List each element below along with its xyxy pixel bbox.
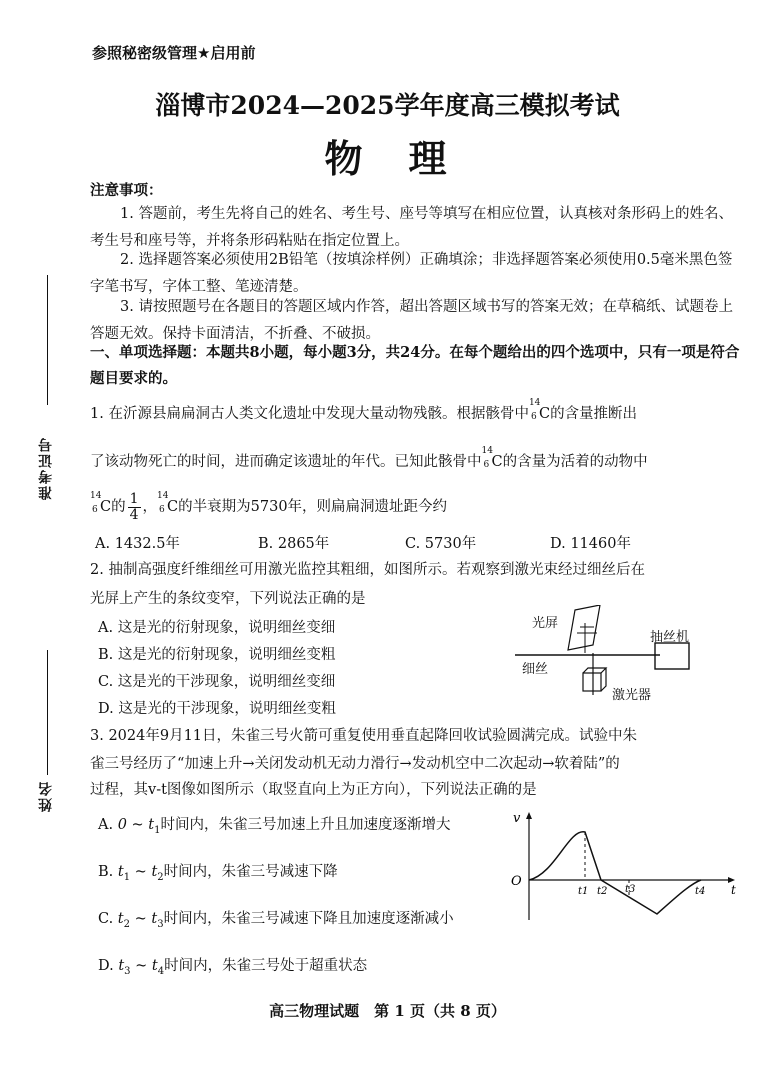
q1-option-d: D. 11460年 — [550, 536, 631, 552]
origin-label: O — [511, 874, 522, 889]
q3-stem-line1: 3. 2024年9月11日，朱雀三号火箭可重复使用垂直起降回收试验圆满完成。试验中朱 — [90, 728, 638, 744]
exam-no-label: 准考证号 — [38, 436, 54, 500]
q2-option-c: C. 这是光的干涉现象，说明细丝变细 — [98, 674, 336, 690]
q3-option-b: B. $t_1$ ~ $t_2$时间内，朱雀三号减速下降 — [98, 864, 338, 883]
t1-label: t1 — [578, 886, 589, 897]
name-label: 姓名 — [38, 780, 54, 812]
notes-heading: 注意事项： — [90, 182, 163, 199]
label-wire: 细丝 — [522, 662, 549, 677]
q3-option-a: A. 0 ~ $t_1$时间内，朱雀三号加速上升且加速度逐渐增大 — [98, 817, 451, 836]
v-label: v — [513, 811, 521, 826]
page-footer: 高三物理试题 第 1 页（共 8 页） — [269, 1002, 506, 1020]
q1-option-a: A. 1432.5年 — [95, 536, 180, 552]
label-screen: 光屏 — [532, 616, 559, 631]
note-item-3: 3. 请按照题号在各题目的答题区域内作答，超出答题区域书写的答案无效；在草稿纸、试题卷上答题无效。保持卡面清洁，不折叠、不破损。 — [90, 299, 733, 342]
q1-line1: 1. 在沂源县扁扁洞古人类文化遗址中发现大量动物残骸。根据骸骨中 14 6 C的含量推断出 — [90, 398, 638, 422]
carbon14-isotope: 14 6 — [528, 398, 541, 422]
q1-line2: 了该动物死亡的时间，进而确定该遗址的年代。已知此骸骨中 14 6 C的含量为活着的动物中 — [90, 446, 648, 470]
vt-curve — [529, 832, 701, 914]
q3-option-d: D. $t_3$ ~ $t_4$时间内，朱雀三号处于超重状态 — [98, 958, 368, 977]
laser-box — [583, 673, 601, 691]
t3-label: t3 — [625, 884, 636, 895]
note-item-1: 1. 答题前，考生先将自己的姓名、考生号、座号等填写在相应位置，认真核对条形码上的姓名、考生号和座号等，并将条形码粘贴在指定位置上。 — [90, 206, 733, 249]
q2-option-a: A. 这是光的衍射现象，说明细丝变细 — [98, 620, 336, 636]
drawing-machine-box — [655, 643, 689, 669]
q1-option-c: C. 5730年 — [405, 536, 477, 552]
carbon14-isotope: 14 6 — [157, 491, 169, 516]
q1-option-b: B. 2865年 — [258, 536, 330, 552]
q2-stem-line1: 2. 抽制高强度纤维细丝可用激光监控其粗细，如图所示。若观察到激光束经过细丝后在 — [90, 562, 645, 578]
secret-level: 参照秘密级管理★启用前 — [92, 44, 256, 62]
exam-no-line — [47, 275, 48, 405]
subject-title: 物 理 — [324, 136, 451, 181]
q3-option-c: C. $t_2$ ~ $t_3$时间内，朱雀三号减速下降且加速度逐渐减小 — [98, 911, 454, 930]
laser-box-top — [583, 668, 606, 673]
note-item-2: 2. 选择题答案必须使用2B铅笔（按填涂样例）正确填涂；非选择题答案必须使用0.5毫米黑色签字笔书写，字体工整、笔迹清楚。 — [90, 252, 733, 295]
section-heading: 一、单项选择题：本题共8小题，每小题3分，共24分。在每个题给出的四个选项中，只有一项是符合题目要求的。 — [90, 344, 740, 387]
carbon14-isotope: 14 6 — [481, 446, 493, 470]
one-quarter-fraction: $\frac{1}{4}$ — [129, 491, 139, 523]
q2-option-b: B. 这是光的衍射现象，说明细丝变粗 — [98, 647, 336, 663]
q2-option-d: D. 这是光的干涉现象，说明细丝变粗 — [98, 701, 336, 717]
carbon14-isotope: 14 6 — [90, 491, 102, 516]
vt-graph — [505, 808, 745, 926]
label-laser: 激光器 — [612, 688, 652, 703]
label-drawing-machine: 抽丝机 — [650, 630, 690, 645]
q3-stem-line3: 过程，其v-t图像如图所示（取竖直向上为正方向），下列说法正确的是 — [90, 782, 537, 798]
t-label: t — [731, 883, 736, 897]
q3-stem-line2: 雀三号经历了“加速上升→关闭发动机无动力滑行→发动机空中二次起动→软着陆”的 — [90, 756, 620, 772]
v-axis-arrow — [526, 812, 532, 819]
name-line — [47, 650, 48, 775]
q1-line3: 14 6 C的 $\frac{1}{4}$ ， 14 6 C的半衰期为5730年，则扁扁洞遗址距今约 — [90, 491, 448, 523]
exam-title: 淄博市2024—2025学年度高三模拟考试 — [155, 91, 620, 120]
q2-stem-line2: 光屏上产生的条纹变窄，下列说法正确的是 — [90, 591, 366, 607]
t2-label: t2 — [597, 886, 608, 897]
t4-label: t4 — [695, 886, 706, 897]
